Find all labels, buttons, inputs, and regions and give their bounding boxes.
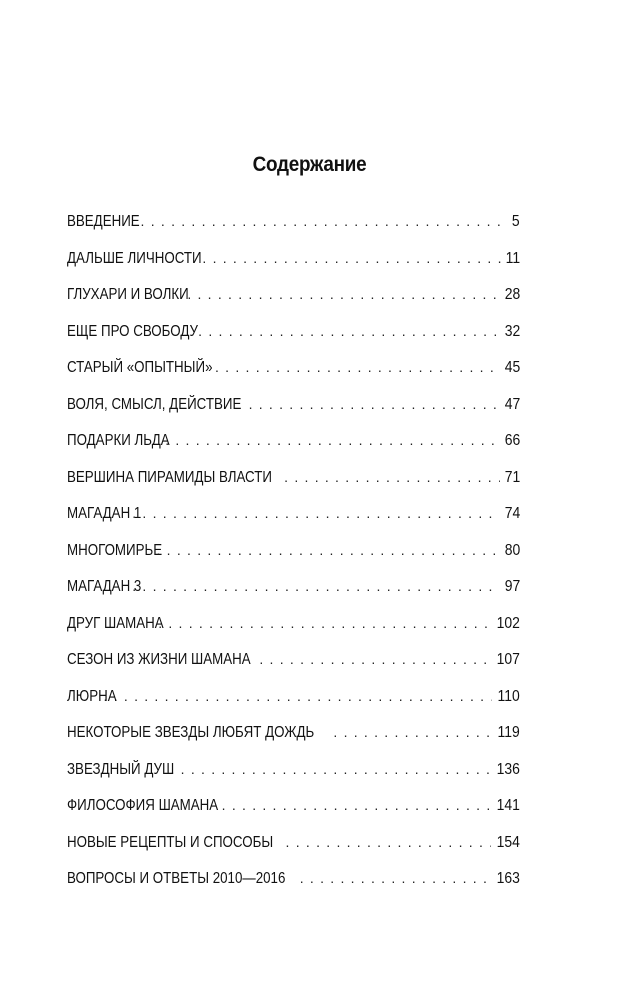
toc-entry: [67, 755, 520, 792]
dot-leader: [202, 244, 501, 272]
toc-entry: [67, 645, 520, 682]
toc-entry-title: ВОПРОСЫ И ОТВЕТЫ 2010—2016: [67, 870, 286, 887]
dot-leader: [104, 682, 493, 710]
toc-entry-page: 107: [496, 651, 520, 668]
toc-entry: [67, 536, 520, 573]
toc-entry-page: 119: [497, 724, 520, 741]
dot-leader: [259, 645, 491, 673]
toc-entry: [67, 828, 520, 865]
toc-entry-title: ЗВЕЗДНЫЙ ДУШ: [67, 760, 175, 778]
toc-entry-title: СЕЗОН ИЗ ЖИЗНИ ШАМАНА: [67, 651, 251, 668]
toc-entry-title: МНОГОМИРЬЕ: [67, 541, 163, 559]
toc-entry-page: 80: [504, 541, 520, 559]
dot-leader: [249, 390, 500, 418]
toc-entry-title: ДРУГ ШАМАНА: [67, 614, 164, 632]
toc-entry-page: 110: [497, 687, 520, 705]
toc-entry-title: ЛЮРНА: [67, 687, 117, 705]
toc-entry-page: 32: [504, 322, 520, 340]
dot-leader: [170, 755, 491, 783]
toc-entry: [67, 244, 520, 281]
dot-leader: [284, 463, 500, 491]
toc-entry-title: ВВЕДЕНИЕ: [67, 213, 140, 230]
toc-entry-page: 5: [512, 213, 520, 230]
toc-entry: [67, 207, 520, 244]
dot-leader: [156, 536, 499, 564]
dot-leader: [300, 864, 491, 892]
toc-entry-title: ГЛУХАРИ И ВОЛКИ: [67, 286, 189, 303]
toc-entry: [67, 864, 520, 901]
toc-entry-page: 163: [496, 870, 520, 887]
toc-entry-page: 45: [504, 359, 520, 376]
toc-entry-page: 136: [496, 760, 520, 778]
toc-entry: [67, 426, 520, 463]
toc-entry-title: ВЕРШИНА ПИРАМИДЫ ВЛАСТИ: [67, 468, 272, 486]
toc-entry: [67, 791, 520, 828]
toc-entry-title: МАГАДАН 1: [67, 505, 142, 522]
dot-leader: [165, 426, 500, 454]
toc-entry: [67, 499, 520, 536]
dot-leader: [286, 828, 492, 856]
toc-entry-page: 102: [496, 614, 520, 632]
toc-entry-title: ВОЛЯ, СМЫСЛ, ДЕЙСТВИЕ: [67, 395, 242, 413]
dot-leader: [215, 353, 500, 381]
page-title: Содержание: [252, 153, 367, 176]
dot-leader: [222, 791, 491, 819]
toc-entry-page: 74: [504, 505, 520, 522]
toc-entry: [67, 317, 520, 354]
toc-entry-page: 28: [504, 286, 520, 303]
toc-entry-page: 11: [505, 249, 520, 267]
toc-entry: [67, 390, 520, 427]
toc-entry-page: 154: [496, 833, 520, 851]
dot-leader: [132, 499, 500, 527]
toc-entry-title: МАГАДАН 3: [67, 578, 142, 595]
dot-leader: [132, 572, 500, 600]
toc-entry-title: НЕКОТОРЫЕ ЗВЕЗДЫ ЛЮБЯТ ДОЖДЬ: [67, 724, 315, 741]
toc-entry-title: НОВЫЕ РЕЦЕПТЫ И СПОСОБЫ: [67, 833, 274, 851]
toc-entry: [67, 463, 520, 500]
table-of-contents: [67, 207, 520, 901]
toc-entry-title: ДАЛЬШЕ ЛИЧНОСТИ: [67, 249, 202, 267]
toc-entry: [67, 609, 520, 646]
toc-entry-title: ФИЛОСОФИЯ ШАМАНА: [67, 797, 219, 814]
toc-entry-page: 141: [496, 797, 520, 814]
toc-entry: [67, 280, 520, 317]
toc-entry-title: ЕЩЕ ПРО СВОБОДУ: [67, 322, 199, 340]
toc-entry: [67, 572, 520, 609]
toc-entry-title: ПОДАРКИ ЛЬДА: [67, 432, 170, 449]
toc-entry-page: 71: [504, 468, 520, 486]
toc-entry: [67, 353, 520, 390]
dot-leader: [198, 317, 500, 345]
toc-entry-page: 47: [504, 395, 520, 413]
toc-entry: [67, 718, 520, 755]
toc-entry-page: 97: [504, 578, 520, 595]
dot-leader: [158, 609, 491, 637]
toc-entry: [67, 682, 520, 719]
toc-entry-page: 66: [504, 432, 520, 449]
dot-leader: [333, 718, 492, 746]
toc-entry-title: СТАРЫЙ «ОПЫТНЫЙ»: [67, 359, 213, 376]
dot-leader: [130, 207, 508, 235]
dot-leader: [187, 280, 499, 308]
